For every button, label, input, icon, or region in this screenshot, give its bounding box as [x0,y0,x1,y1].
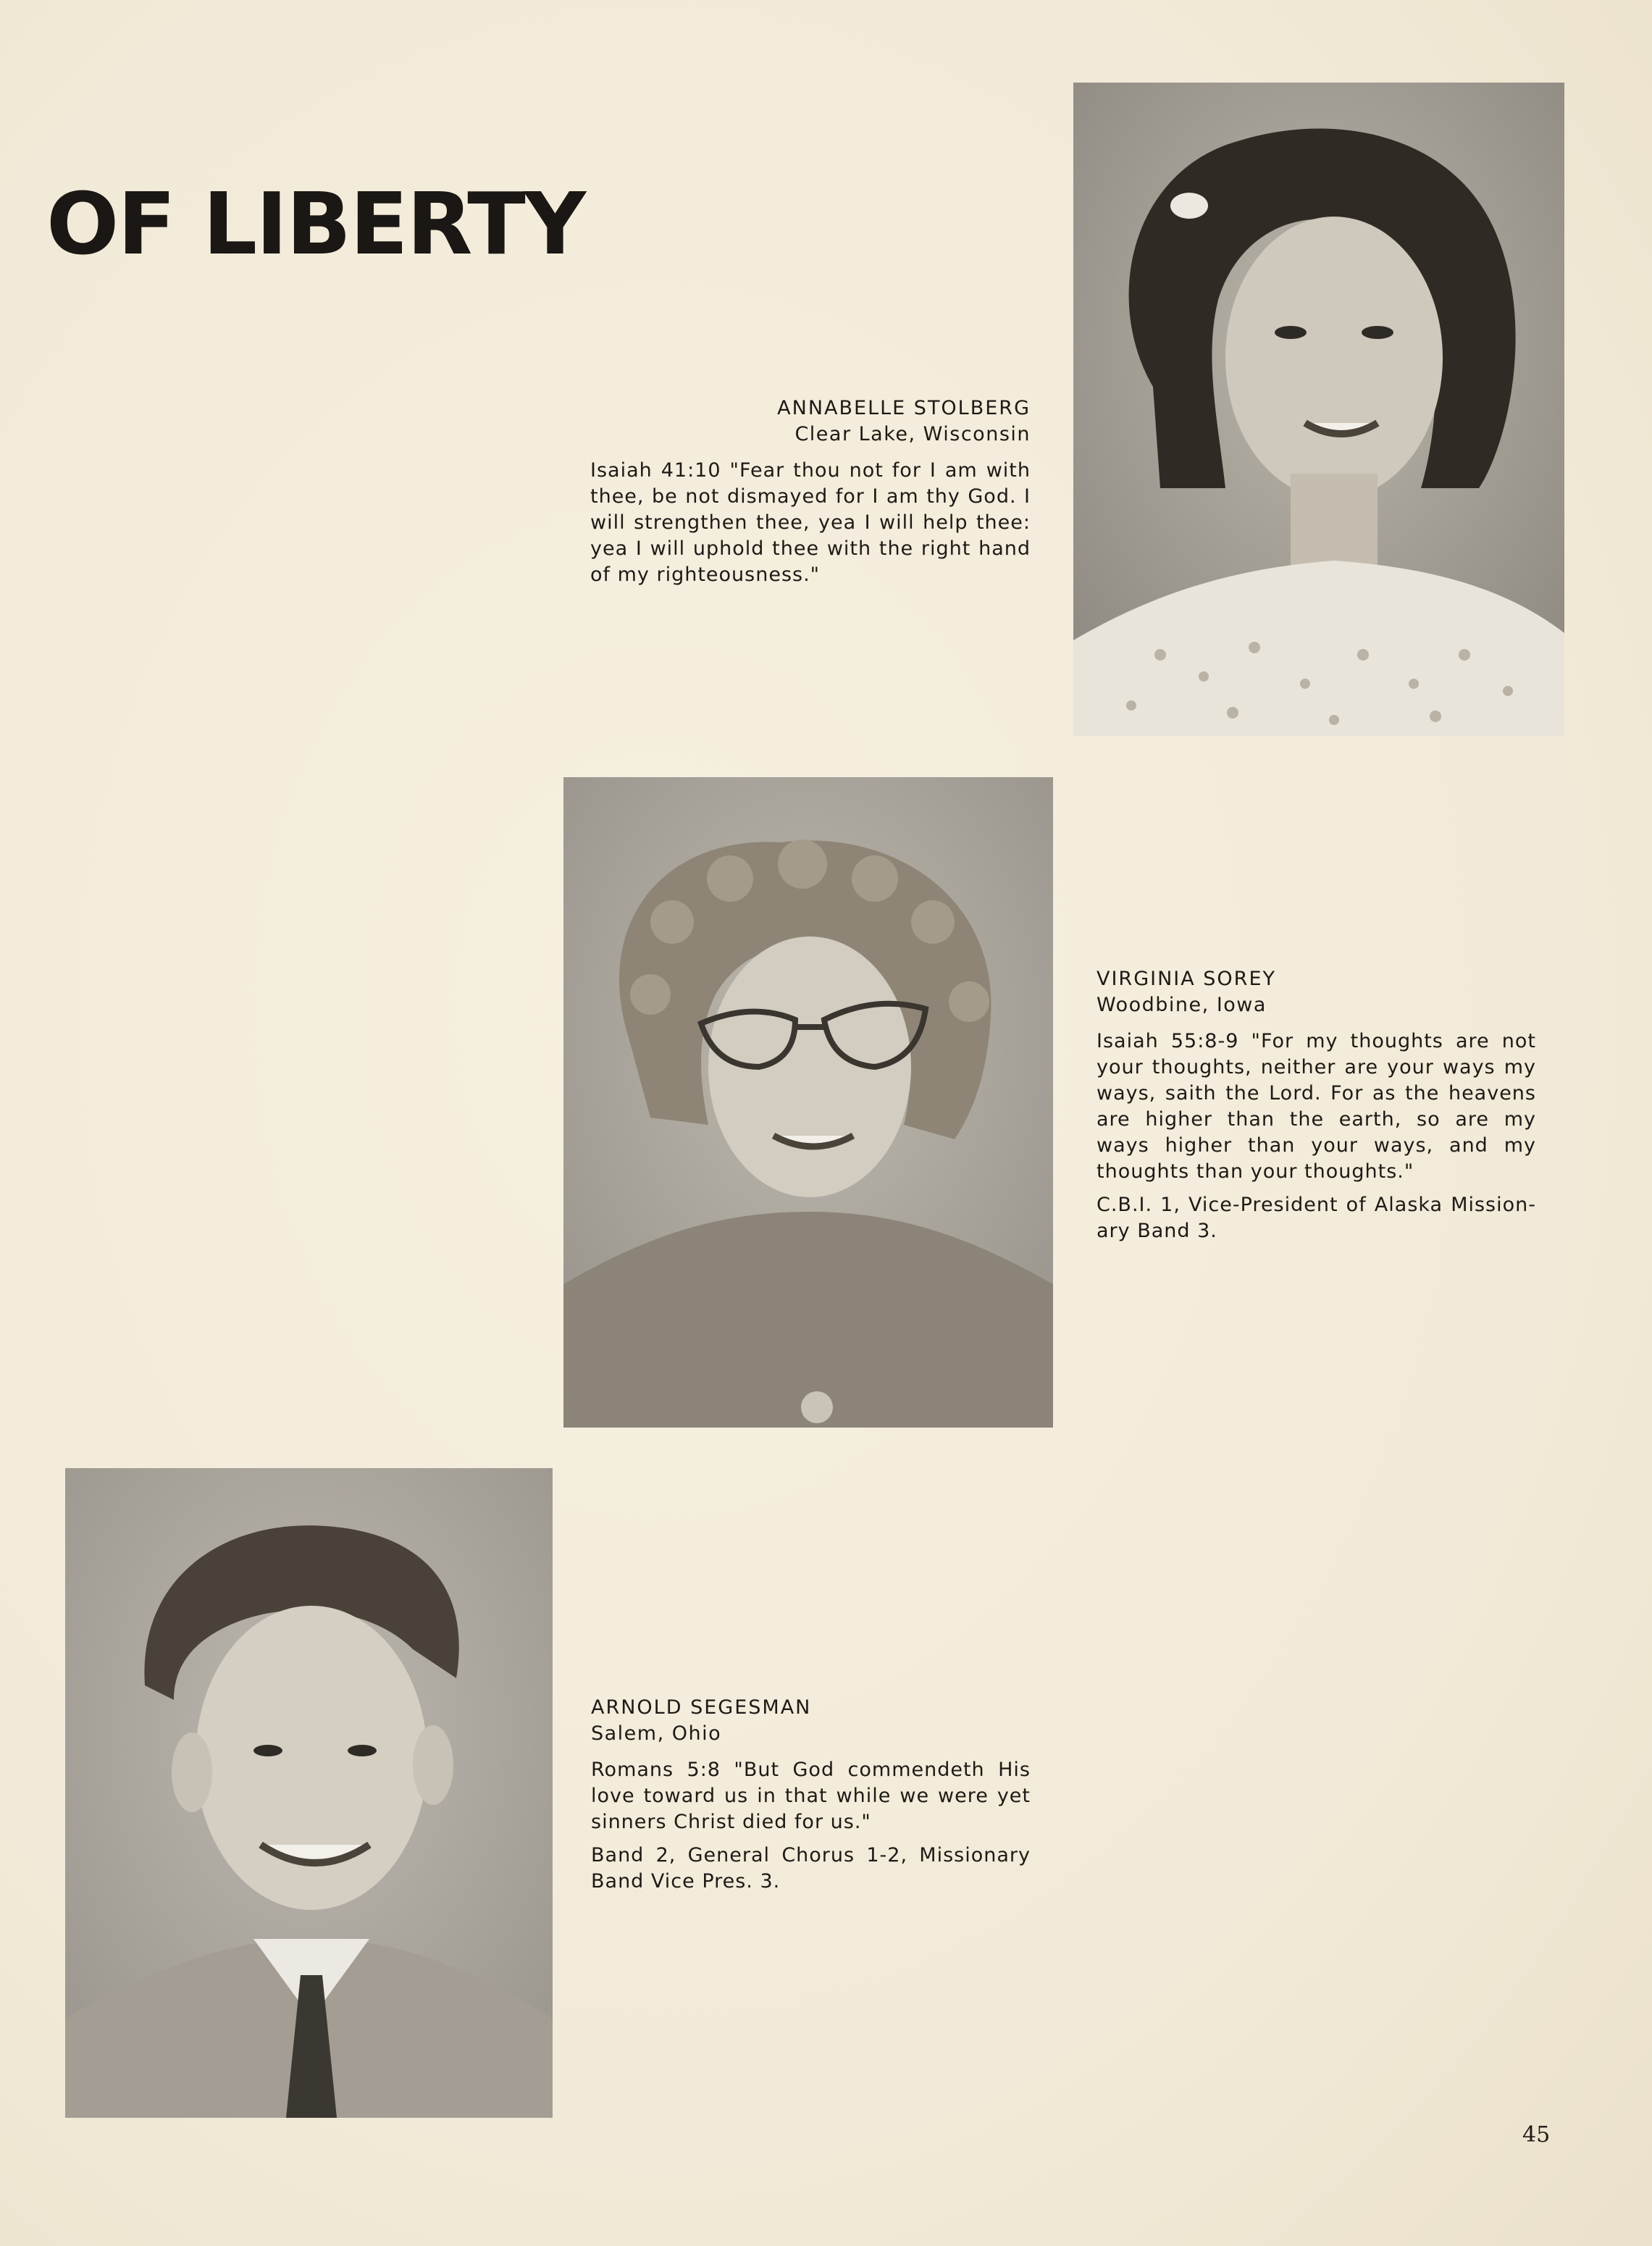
student-verse: Isaiah 55:8-9 "For my thoughts are not your thoughts, neither are your ways my ways, saith the Lord. For as the heavens are higher than the earth, so are my ways higher than your ways, and my thoughts than your thoughts." [1097,1030,1536,1183]
profile-virginia-sorey [1097,966,1536,1252]
profile-arnold-segesman [591,1695,1031,1902]
profile-annabelle-stolberg [590,395,1031,595]
student-name: VIRGINIA SOREY [1097,968,1276,990]
section-title: OF LIBERTY [46,174,585,274]
student-name: ANNABELLE STOLBERG [777,397,1031,419]
portrait-photo-virginia-sorey [563,777,1053,1428]
student-hometown: Clear Lake, Wisconsin [794,423,1031,445]
student-verse: Romans 5:8 "But God commendeth His love toward us in that while we were yet sinners Christ died for us." [591,1759,1031,1833]
student-activities: Band 2, General Chorus 1-2, Missionary Band Vice Pres. 3. [591,1844,1031,1893]
student-hometown: Salem, Ohio [591,1722,722,1745]
portrait-photo-arnold-segesman [65,1468,553,2118]
page-number: 45 [1522,2122,1551,2147]
portrait-photo-annabelle-stolberg [1073,83,1564,736]
student-activities: C.B.I. 1, Vice-President of Alaska Mission-ary Band 3. [1097,1194,1536,1242]
student-name: ARNOLD SEGESMAN [591,1696,812,1719]
student-verse: Isaiah 41:10 "Fear thou not for I am with thee, be not dismayed for I am thy God. I will strengthen thee, yea I will help thee: yea I will uphold thee with the right hand of my righteousness." [590,459,1031,586]
student-hometown: Woodbine, Iowa [1097,994,1267,1016]
